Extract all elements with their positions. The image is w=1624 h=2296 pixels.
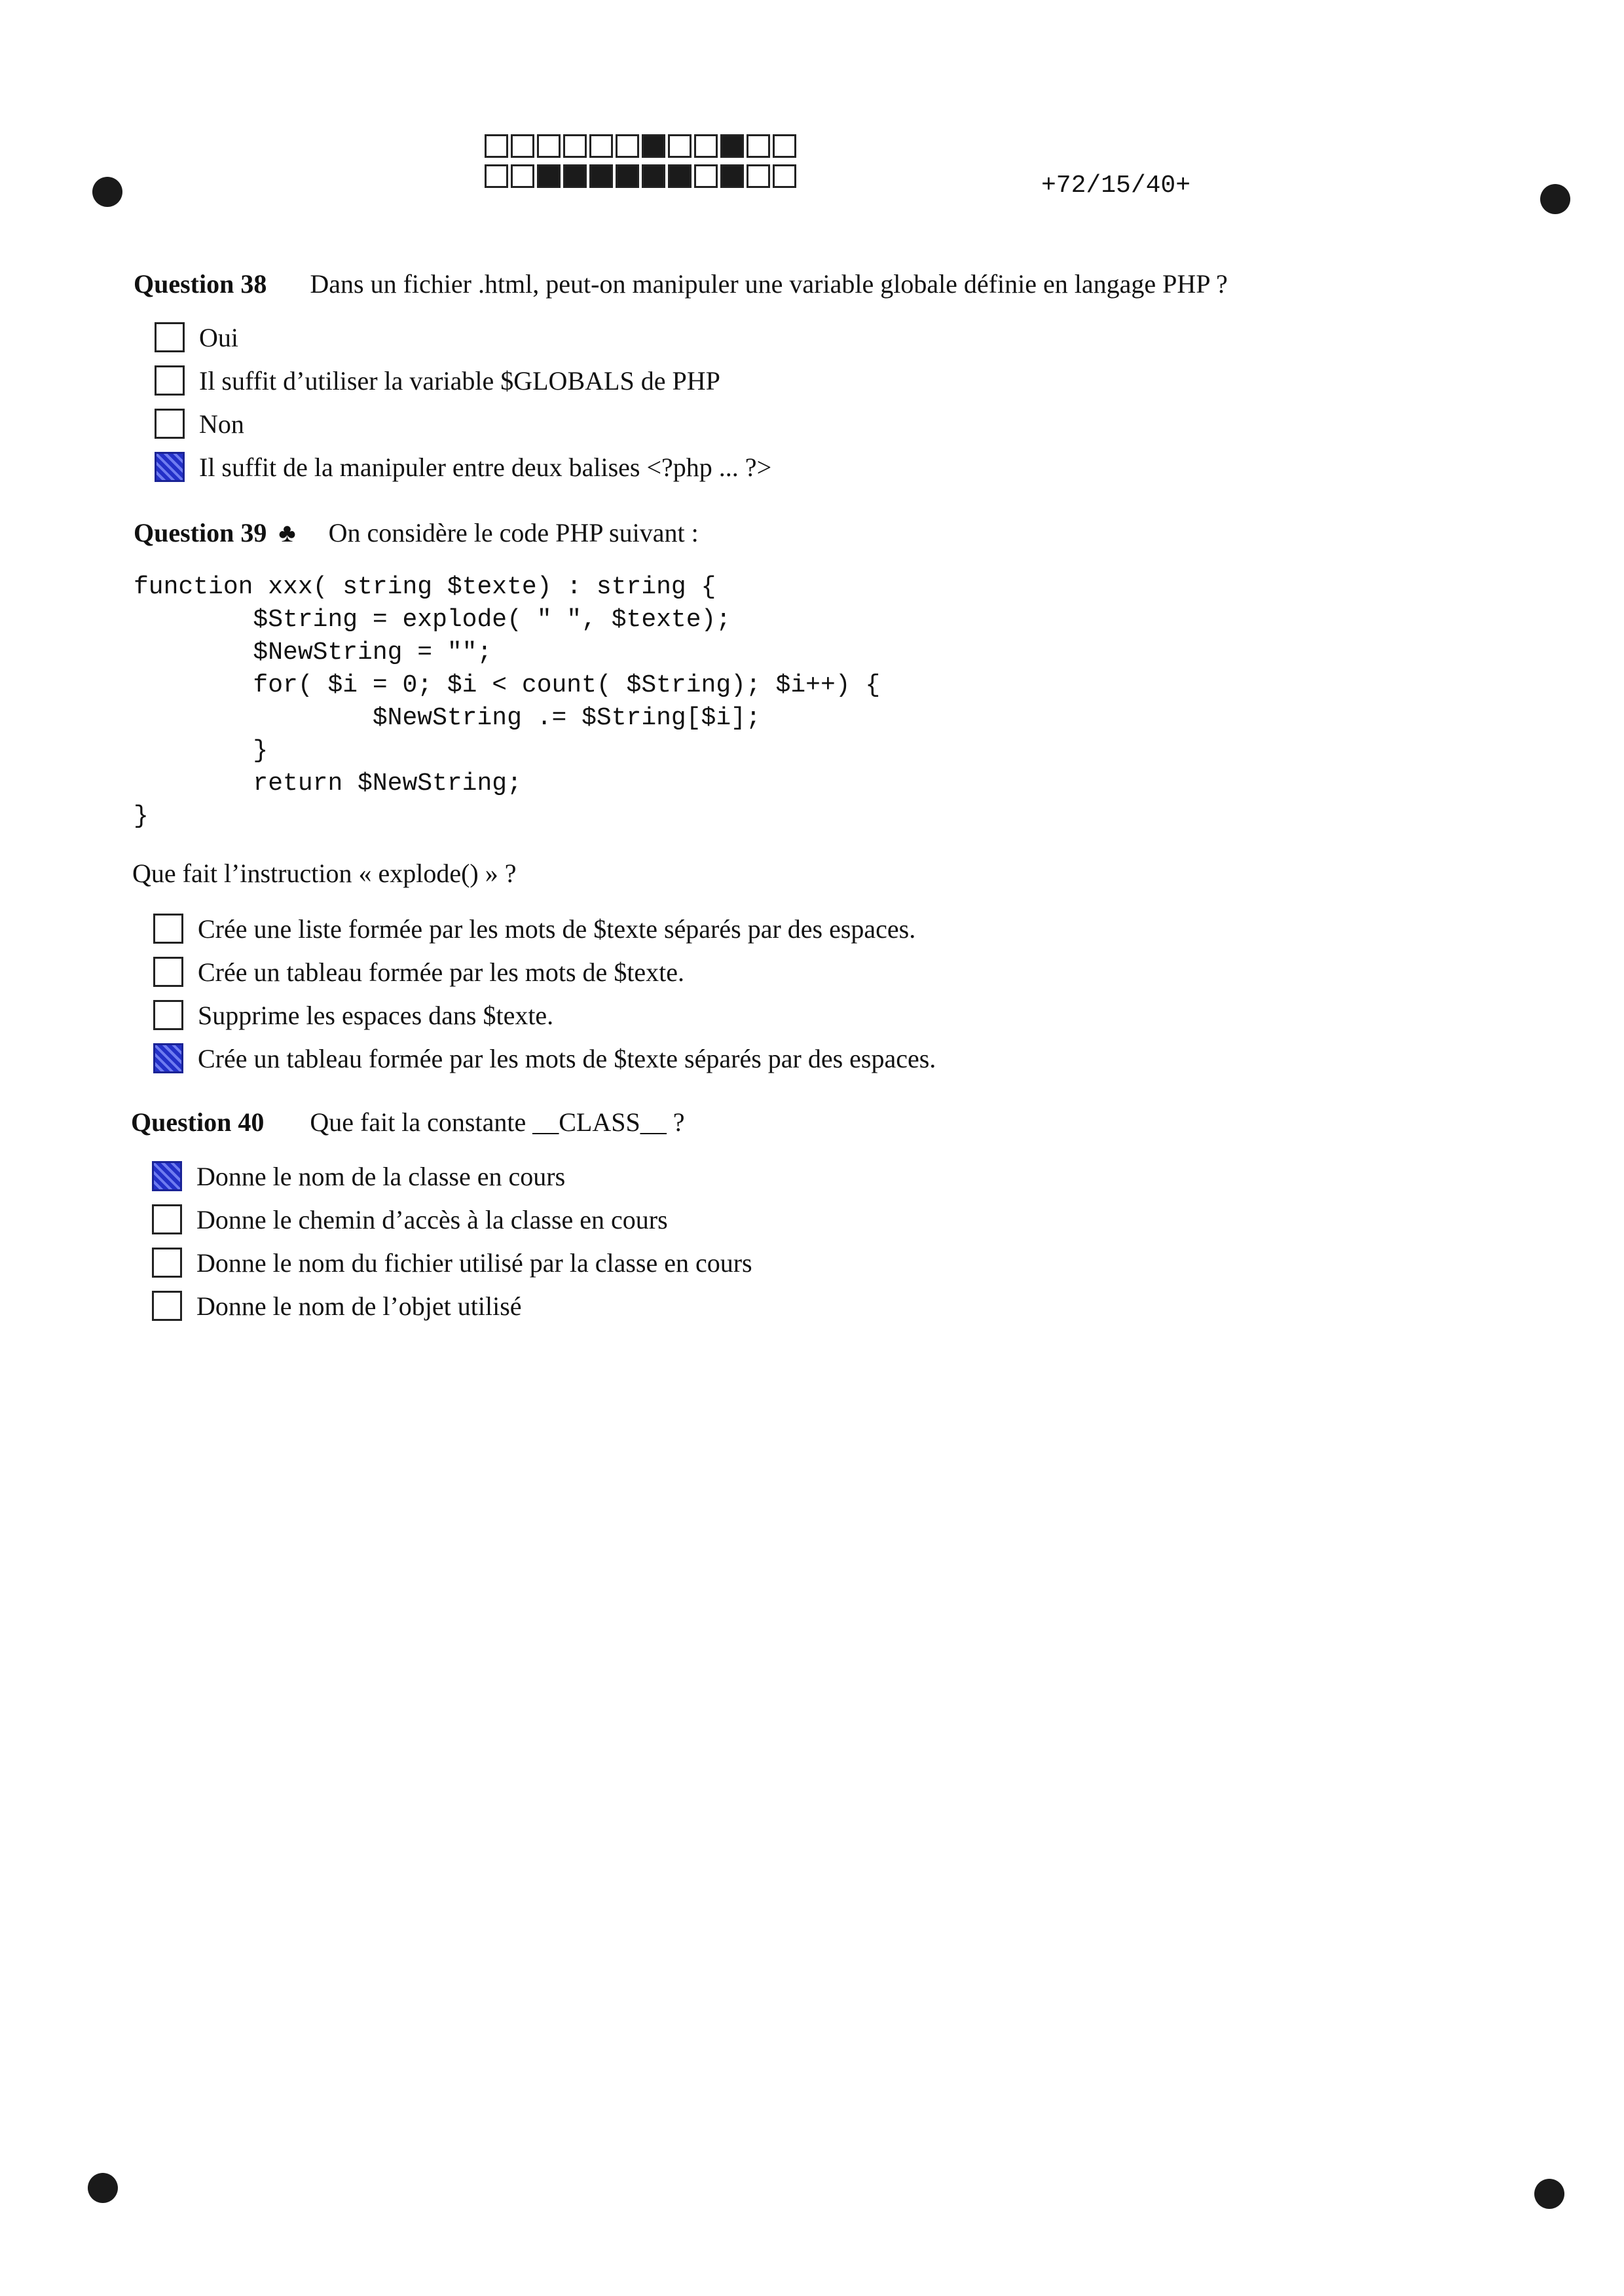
code-box-filled (642, 164, 665, 188)
answer-label: Donne le chemin d’accès à la classe en cours (196, 1204, 668, 1234)
code-box (747, 134, 770, 158)
code-box-filled (668, 164, 692, 188)
answer-option[interactable] (155, 359, 771, 402)
question-38-label: Question 38 (134, 269, 267, 299)
answer-checkbox-checked[interactable] (152, 1161, 182, 1191)
answer-option[interactable] (153, 1037, 936, 1080)
registration-mark-bottom-right (1534, 2179, 1564, 2209)
code-box-filled (537, 164, 561, 188)
code-box (511, 134, 534, 158)
registration-mark-bottom-left (88, 2173, 118, 2203)
answer-checkbox-checked[interactable] (155, 452, 185, 482)
code-box (694, 134, 718, 158)
question-39-heading (134, 517, 699, 548)
code-box-filled (563, 164, 587, 188)
answer-option[interactable] (152, 1241, 752, 1284)
registration-mark-top-right (1540, 184, 1570, 214)
id-code-row-2 (485, 164, 799, 188)
answer-label: Donne le nom de l’objet utilisé (196, 1291, 522, 1321)
code-box-filled (616, 164, 639, 188)
code-box-filled (589, 164, 613, 188)
answer-checkbox[interactable] (153, 957, 183, 987)
answer-checkbox[interactable] (153, 1000, 183, 1030)
code-box (747, 164, 770, 188)
answer-checkbox[interactable] (152, 1291, 182, 1321)
answer-label: Il suffit de la manipuler entre deux balises <?php ... ?> (199, 452, 772, 482)
code-box (773, 164, 796, 188)
answer-option[interactable] (152, 1155, 752, 1198)
answer-label: Donne le nom du fichier utilisé par la classe en cours (196, 1248, 752, 1278)
code-box (668, 134, 692, 158)
code-box (511, 164, 534, 188)
question-40-label: Question 40 (131, 1107, 265, 1137)
answer-option[interactable] (155, 445, 771, 489)
answer-option[interactable] (152, 1198, 752, 1241)
code-box (589, 134, 613, 158)
answer-label: Donne le nom de la classe en cours (196, 1161, 566, 1191)
answer-checkbox[interactable] (152, 1204, 182, 1234)
answer-option[interactable] (153, 950, 936, 993)
question-40-answers (152, 1155, 752, 1327)
code-box (773, 134, 796, 158)
answer-option[interactable] (153, 993, 936, 1037)
code-box (485, 164, 508, 188)
code-box-filled (642, 134, 665, 158)
code-box (485, 134, 508, 158)
question-38-heading (134, 268, 1228, 299)
code-box-filled (720, 134, 744, 158)
answer-checkbox[interactable] (155, 409, 185, 439)
question-40-heading (131, 1107, 684, 1138)
answer-option[interactable] (155, 316, 771, 359)
registration-mark-top-left (92, 177, 122, 207)
answer-option[interactable] (155, 402, 771, 445)
question-38-answers (155, 316, 771, 489)
id-code-boxes (485, 134, 799, 188)
answer-label: Crée une liste formée par les mots de $texte séparés par des espaces. (198, 914, 916, 944)
answer-checkbox-checked[interactable] (153, 1043, 183, 1073)
code-box (537, 134, 561, 158)
answer-checkbox[interactable] (153, 914, 183, 944)
answer-label: Supprime les espaces dans $texte. (198, 1000, 554, 1030)
page-id: +72/15/40+ (1041, 172, 1191, 200)
answer-label: Il suffit d’utiliser la variable $GLOBALS de PHP (199, 365, 720, 396)
code-box-filled (720, 164, 744, 188)
answer-checkbox[interactable] (155, 365, 185, 396)
question-39-label: Question 39 (134, 518, 267, 547)
id-code-row-1 (485, 134, 799, 158)
answer-option[interactable] (152, 1284, 752, 1327)
answer-label: Oui (199, 322, 238, 352)
question-39-prompt: Que fait l’instruction « explode() » ? (132, 859, 517, 888)
answer-label: Crée un tableau formée par les mots de $texte séparés par des espaces. (198, 1043, 936, 1073)
question-39-text: On considère le code PHP suivant : (328, 518, 699, 547)
code-box (616, 134, 639, 158)
code-box (694, 164, 718, 188)
php-code-block: function xxx( string $texte) : string { $String = explode( " ", $texte); $NewString = ""; for( $i = 0; $i < count( $String); $i++) { $NewString .= $String[$i]; } return $NewString; } (134, 573, 881, 830)
answer-checkbox[interactable] (152, 1248, 182, 1278)
question-40-text: Que fait la constante __CLASS__ ? (310, 1107, 685, 1137)
answer-label: Non (199, 409, 244, 439)
question-39-answers (153, 907, 936, 1080)
answer-checkbox[interactable] (155, 322, 185, 352)
code-box (563, 134, 587, 158)
club-icon: ♣ (278, 518, 296, 547)
answer-option[interactable] (153, 907, 936, 950)
answer-label: Crée un tableau formée par les mots de $texte. (198, 957, 685, 987)
question-38-text: Dans un fichier .html, peut-on manipuler une variable globale définie en langage PHP ? (310, 269, 1228, 299)
